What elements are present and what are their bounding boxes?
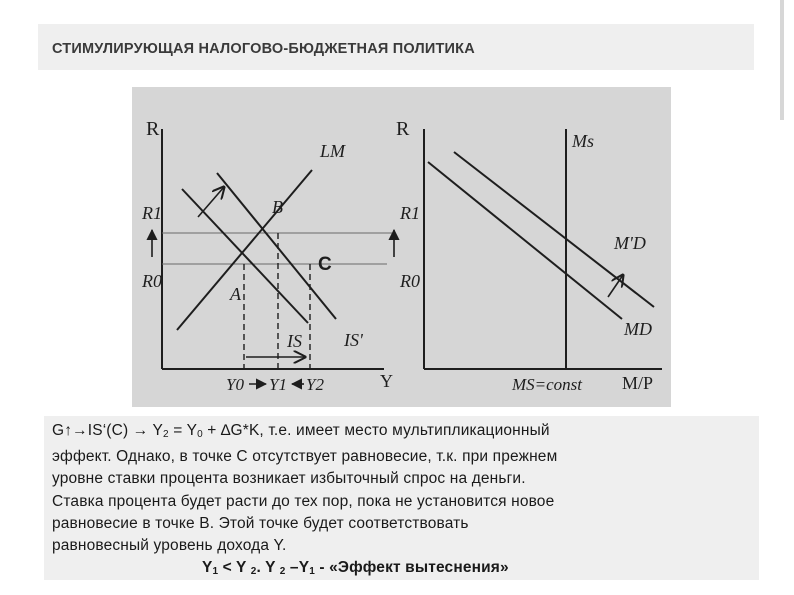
y0-label: Y0 <box>226 375 244 394</box>
crowding-out-formula: $Y_1 < Y$ $_2$. Y $_2$ $-Y_1$ - «Эффект вытеснения» <box>202 559 509 578</box>
is-prime-label: IS' <box>344 330 363 350</box>
left-r1-label: R1 <box>142 203 162 223</box>
left-y-axis-label: R <box>146 118 160 140</box>
y1-label: Y1 <box>269 375 287 394</box>
explanation-line-4: Ставка процента будет расти до тех пор, пока не установится новое <box>52 492 555 510</box>
explanation-line-3: уровне ставки процента возникает избыточный спрос на деньги. <box>52 470 526 488</box>
left-r0-label: R0 <box>142 271 162 291</box>
point-b-label: B <box>272 197 283 217</box>
right-x-axis-label: M/P <box>622 373 654 393</box>
islm-money-market-diagram <box>132 87 671 407</box>
ms-const-label: MS=const <box>512 375 583 394</box>
explanation-line-5: равновесие в точке B. Этой точке будет соответствовать <box>52 514 469 532</box>
point-a-label: A <box>230 284 241 304</box>
right-edge-accent <box>780 0 794 120</box>
slide-title: СТИМУЛИРУЮЩАЯ НАЛОГОВО-БЮДЖЕТНАЯ ПОЛИТИКА <box>52 41 475 57</box>
left-x-axis-label: Y <box>380 371 393 391</box>
explanation-line-1: G↑→IS‘(C) → $Y_2 = Y_0 + \Delta G*K$, т.е. имеет место мультипликационный <box>52 422 550 440</box>
title-band <box>38 24 754 70</box>
explanation-text <box>52 420 757 583</box>
ms-label: Ms <box>572 131 594 151</box>
md-prime-label: M'D <box>614 233 646 253</box>
lm-label: LM <box>320 141 346 161</box>
is-label: IS <box>287 331 302 351</box>
explanation-line-6: равновесный уровень дохода Y. <box>52 537 287 555</box>
md-label: MD <box>624 319 652 339</box>
explanation-box <box>44 416 759 580</box>
right-r1-label: R1 <box>400 203 420 223</box>
point-c-label: C <box>318 254 332 275</box>
diagram-photo <box>132 87 671 407</box>
explanation-line-2: эффект. Однако, в точке C отсутствует равновесие, т.к. при прежнем <box>52 448 558 466</box>
y2-label: Y2 <box>306 375 324 394</box>
right-y-axis-label: R <box>396 118 410 140</box>
right-r0-label: R0 <box>400 271 420 291</box>
